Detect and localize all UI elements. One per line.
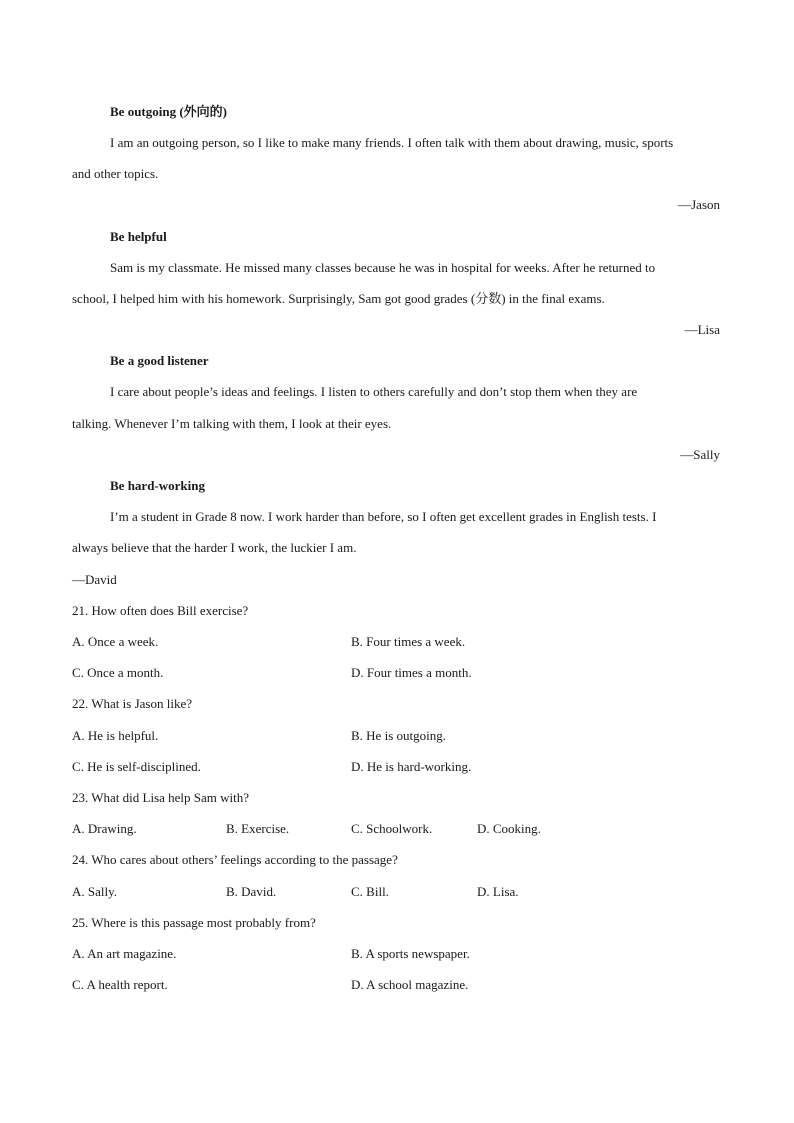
question-24: 24. Who cares about others’ feelings according to the passage?: [72, 852, 398, 867]
option-d: D. He is hard-working.: [351, 759, 472, 774]
option-a: A. An art magazine.: [72, 946, 177, 961]
question-22: 22. What is Jason like?: [72, 696, 192, 711]
section-text-line: Sam is my classmate. He missed many classes because he was in hospital for weeks. After he returned to: [110, 260, 656, 275]
option-c: C. Bill.: [351, 884, 389, 899]
section-heading-listener: Be a good listener: [110, 353, 209, 368]
option-d: D. Lisa.: [477, 884, 519, 899]
option-b: B. A sports newspaper.: [351, 946, 470, 961]
section-text-line: always believe that the harder I work, the luckier I am.: [72, 540, 357, 555]
section-author: —David: [72, 572, 117, 587]
option-c: C. Once a month.: [72, 665, 164, 680]
section-text-line: talking. Whenever I’m talking with them, I look at their eyes.: [72, 416, 392, 431]
section-heading-hardworking: Be hard-working: [110, 478, 205, 493]
section-heading-outgoing: Be outgoing (外向的): [110, 104, 228, 119]
section-text-line: I care about people’s ideas and feelings. I listen to others carefully and don’t stop them when they are: [110, 384, 638, 399]
section-author: —Jason: [678, 197, 720, 212]
section-text-line: and other topics.: [72, 166, 159, 181]
option-b: B. Exercise.: [226, 821, 290, 836]
question-25: 25. Where is this passage most probably from?: [72, 915, 316, 930]
option-b: B. He is outgoing.: [351, 728, 446, 743]
section-author: —Lisa: [684, 322, 720, 337]
question-21: 21. How often does Bill exercise?: [72, 603, 249, 618]
question-23: 23. What did Lisa help Sam with?: [72, 790, 250, 805]
option-d: D. Four times a month.: [351, 665, 472, 680]
section-text-line: I am an outgoing person, so I like to make many friends. I often talk with them about drawing, music, sports: [110, 135, 674, 150]
option-c: C. He is self-disciplined.: [72, 759, 201, 774]
section-author: —Sally: [680, 447, 720, 462]
option-a: A. He is helpful.: [72, 728, 159, 743]
option-b: B. Four times a week.: [351, 634, 466, 649]
option-a: A. Sally.: [72, 884, 118, 899]
option-c: C. Schoolwork.: [351, 821, 433, 836]
section-text-line: I’m a student in Grade 8 now. I work harder than before, so I often get excellent grades in English tests. I: [110, 509, 657, 524]
section-text-line: school, I helped him with his homework. Surprisingly, Sam got good grades (分数) in the final exams.: [72, 291, 605, 306]
option-d: D. A school magazine.: [351, 977, 469, 992]
option-a: A. Once a week.: [72, 634, 159, 649]
section-heading-helpful: Be helpful: [110, 229, 167, 244]
option-b: B. David.: [226, 884, 277, 899]
option-d: D. Cooking.: [477, 821, 541, 836]
option-c: C. A health report.: [72, 977, 168, 992]
option-a: A. Drawing.: [72, 821, 137, 836]
